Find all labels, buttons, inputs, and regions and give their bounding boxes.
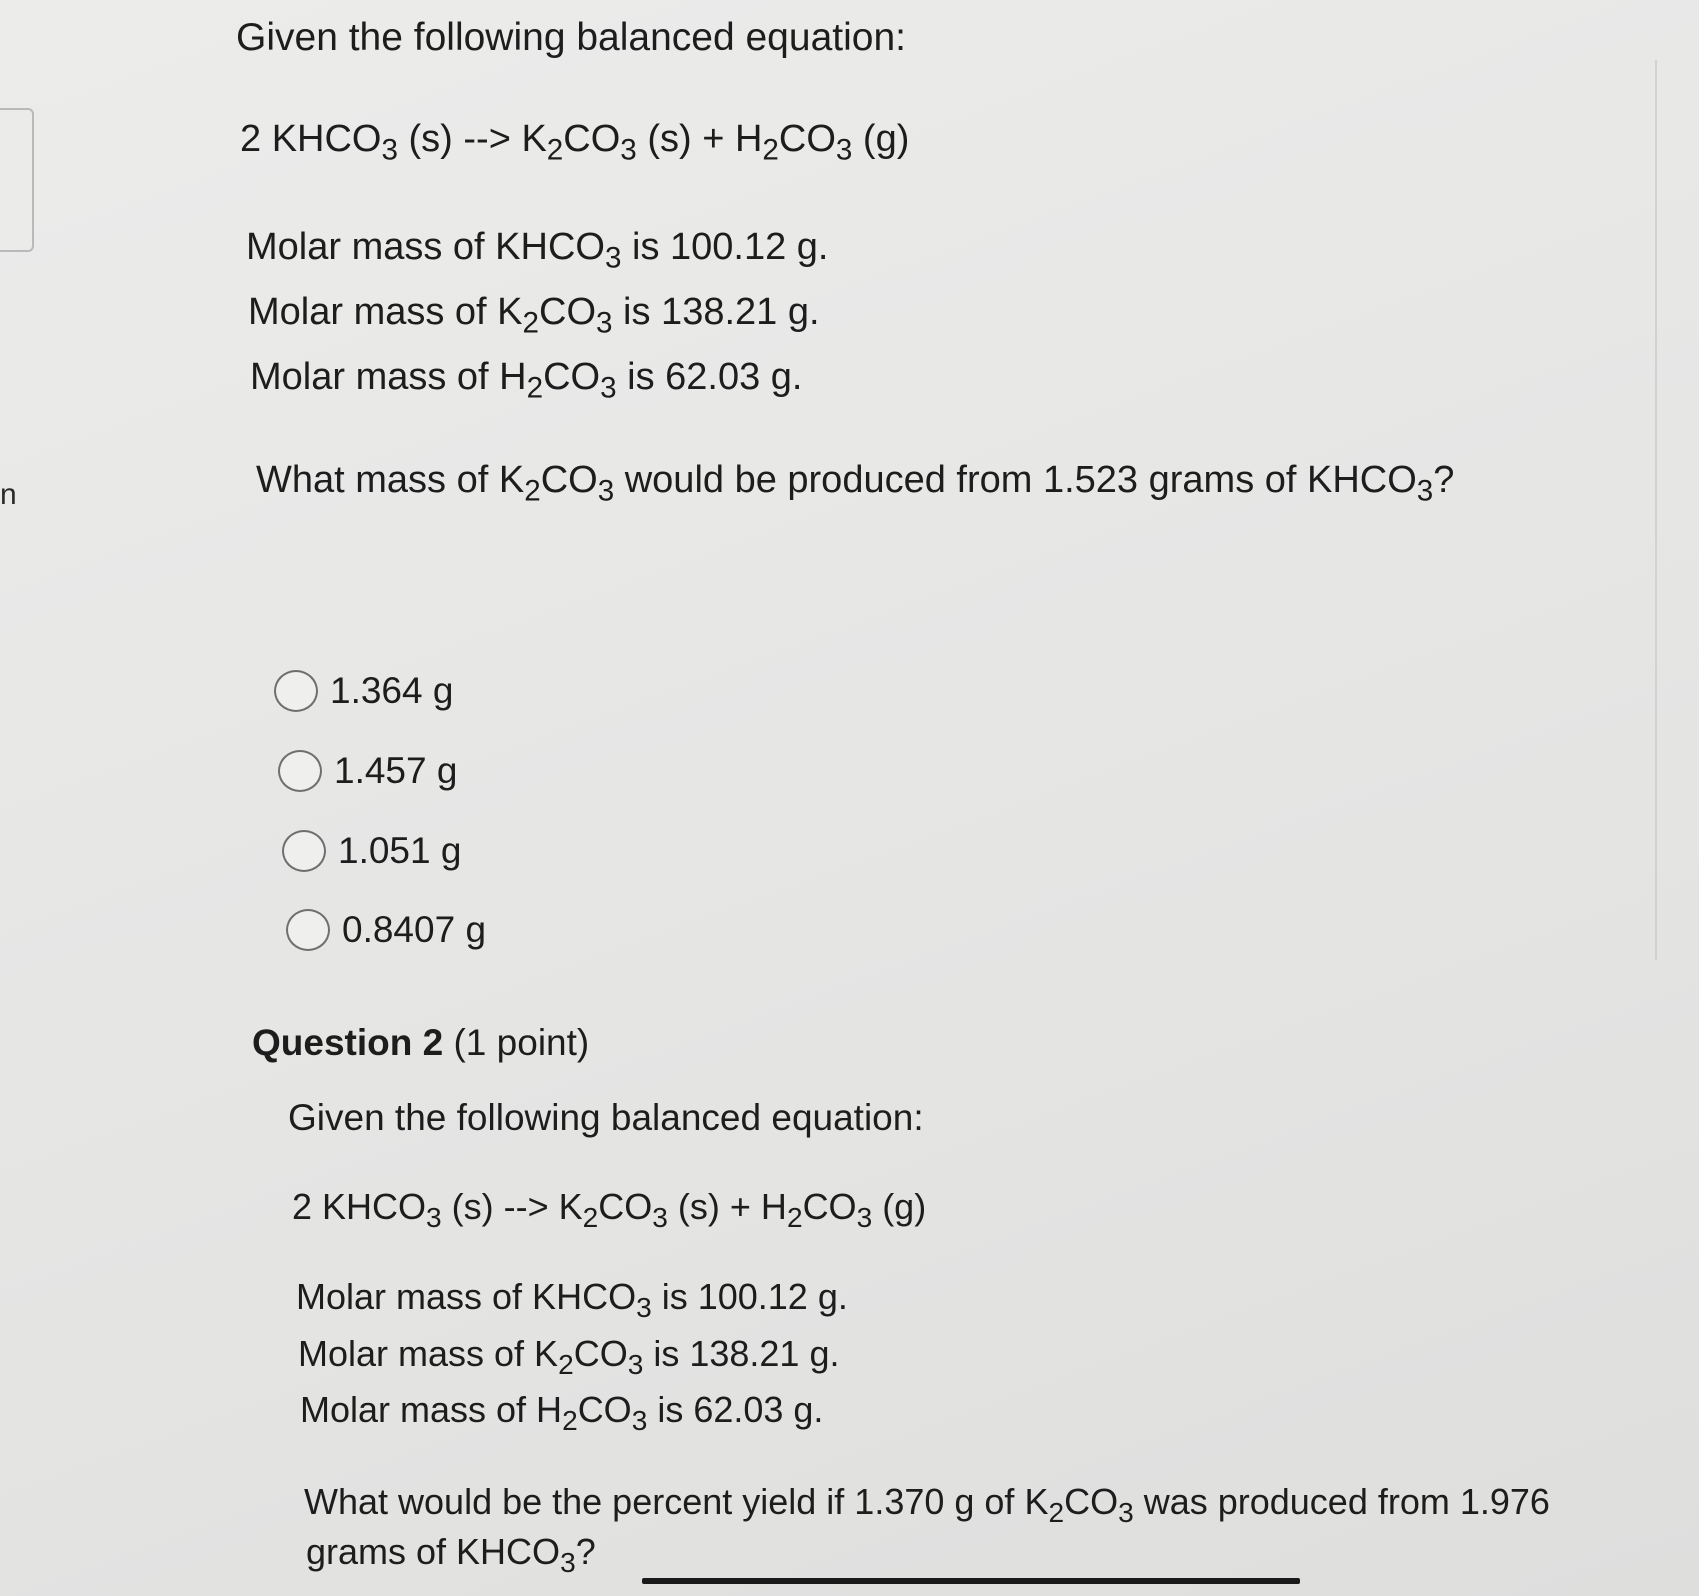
q2-prompt-line1: What would be the percent yield if 1.370 g of $K_2CO_3$ was produced from 1.976 [304, 1481, 1550, 1528]
option-label: 0.8407 g [342, 909, 487, 950]
radio-button[interactable] [282, 830, 326, 872]
q1-option-2[interactable] [278, 750, 457, 792]
option-label: 1.457 g [334, 750, 458, 791]
q2-prompt-line2: grams of $KHCO_3$? [306, 1531, 596, 1578]
q1-option-1[interactable] [274, 670, 453, 712]
q1-option-4[interactable] [286, 909, 486, 951]
option-label: 1.051 g [338, 830, 462, 871]
q1-prompt: What mass of $K_2CO_3$ would be produced from 1.523 grams of $KHCO_3$? [256, 459, 1455, 508]
radio-button[interactable] [278, 750, 322, 792]
q2-equation: 2 $KHCO_3$ (s) --> $K_2CO_3$ $(s) + H_2CO_3$ (g) [292, 1186, 927, 1233]
q1-option-3[interactable] [282, 830, 461, 872]
answer-underline [642, 1578, 1300, 1584]
q1-molar-h2co3: Molar mass of $H_2CO_3$ is 62.03 g. [250, 356, 803, 405]
q1-equation: 2 $KHCO_3$ (s) --> $K_2CO_3$ $(s) + H_2CO_3$ (g) [240, 118, 910, 167]
radio-button[interactable] [274, 670, 318, 712]
option-label: 1.364 g [330, 670, 454, 711]
q2-molar-khco3: Molar mass of $KHCO_3$ is 100.12 g. [296, 1276, 848, 1323]
q2-molar-k2co3: Molar mass of $K_2CO_3$ is 138.21 g. [298, 1333, 840, 1380]
q1-molar-khco3: Molar mass of $KHCO_3$ is 100.12 g. [246, 226, 829, 275]
radio-button[interactable] [286, 909, 330, 951]
q1-intro: Given the following balanced equation: [236, 16, 906, 59]
q2-title: Question 2 (1 point) [252, 1022, 590, 1063]
q2-molar-h2co3: Molar mass of $H_2CO_3$ is 62.03 g. [300, 1389, 824, 1436]
q1-molar-k2co3: Molar mass of $K_2CO_3$ is 138.21 g. [248, 291, 820, 340]
edge-text: n [0, 478, 17, 511]
q2-intro: Given the following balanced equation: [288, 1097, 924, 1138]
